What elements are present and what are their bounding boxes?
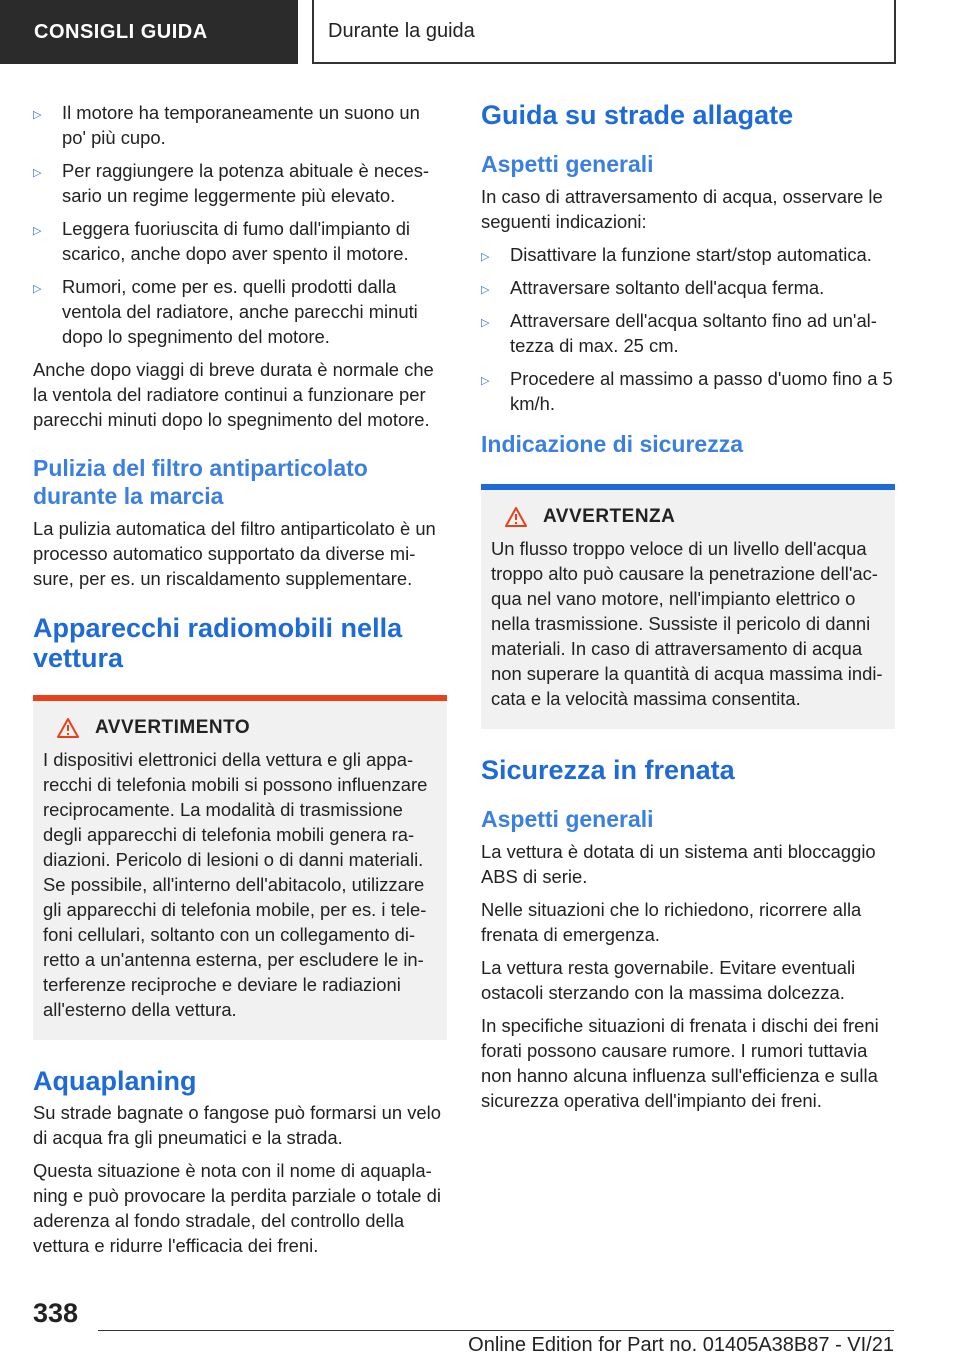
list-item: ▷ Disattivare la funzione start/stop automatica. [481, 242, 895, 267]
list-item: ▷ Per raggiungere la potenza abituale è necessario un regime leggermente più elevato. [33, 160, 430, 206]
triangle-bullet-icon: ▷ [481, 317, 490, 329]
header-chapter-tab [312, 0, 896, 64]
flood-list [481, 242, 895, 416]
footer-divider [98, 1330, 894, 1331]
flood-intro: In caso di attraversamento di acqua, osservare le seguenti indicazioni: [481, 186, 883, 232]
brake-general-heading: Aspetti generali [481, 806, 654, 832]
flood-heading: Guida su strade allagate [481, 100, 794, 130]
header-section-tab [0, 0, 298, 64]
warning-text: Un flusso troppo veloce di un livello dell'acqua troppo alto può causare la penetrazione dell'acqua nel vano motore, nell'impianto elettrico o nella trasmissione. Sussiste il pericolo di danni materiali. In caso di attraversamento di acqua non superare la quantità di acqua massima indicata e la velocità massima consentita. [491, 538, 883, 709]
brake-heading: Sicurezza in frenata [481, 755, 735, 785]
warning-box-flood [481, 484, 895, 729]
warning-triangle-icon [57, 718, 79, 738]
header-chapter-label: Durante la guida [328, 19, 475, 42]
list-item: ▷ Procedere al massimo a passo d'uomo fino a 5 km/h. [481, 368, 893, 414]
right-column [481, 100, 895, 1121]
warning-text: I dispositivi elettronici della vettura e gli apparecchi di telefonia mobili si possono influenzare reciprocamente. La modalità di trasmissione degli apparecchi di telefonia mobili genera radiazioni. Pericolo di lesioni o di danni materiali. Se possibile, all'interno dell'abitacolo, utilizzare gli apparecchi di telefonia mobile, per es. i telefoni cellulari, soltanto con un collegamento diretto a un'antenna esterna, per escludere le interferenze reciproche e deviare le radiazioni all'esterno della vettura. [43, 749, 428, 1020]
flood-general-heading: Aspetti generali [481, 151, 654, 177]
triangle-bullet-icon: ▷ [481, 375, 490, 387]
triangle-bullet-icon: ▷ [33, 109, 42, 121]
triangle-bullet-icon: ▷ [33, 225, 42, 237]
aquaplaning-paragraph-1: Su strade bagnate o fangose può formarsi un velo di acqua fra gli pneumatici e la strada. [33, 1102, 441, 1148]
warning-title: AVVERTIMENTO [95, 717, 251, 738]
brake-paragraph-4: In specifiche situazioni di frenata i dischi dei freni forati possono causare rumore. I rumori tuttavia non hanno alcuna influenza sull'efficienza e sulla sicurezza operativa dell'impianto dei freni. [481, 1015, 879, 1111]
aquaplaning-heading: Aquaplaning [33, 1066, 197, 1096]
warning-triangle-icon [505, 507, 527, 527]
page-number: 338 [33, 1298, 79, 1328]
list-item: ▷ Rumori, come per es. quelli prodotti dalla ventola del radiatore, anche parecchi minuti dopo lo spegnimento del motore. [33, 276, 418, 347]
list-item: ▷ Leggera fuoriuscita di fumo dall'impianto di scarico, anche dopo aver spento il motore. [33, 218, 411, 264]
list-item: ▷ Attraversare soltanto dell'acqua ferma. [481, 275, 895, 300]
warning-box-radio [33, 695, 447, 1040]
header-section-label: CONSIGLI GUIDA [34, 20, 208, 43]
footer-edition: Online Edition for Part no. 01405A38B87 - VI/21 [468, 1334, 894, 1356]
radio-heading: Apparecchi radiomobili nella vettura [33, 613, 403, 673]
aquaplaning-paragraph-2: Questa situazione è nota con il nome di aquaplaning e può provocare la perdita parziale o totale di aderenza al fondo stradale, del controllo della vettura e ridurre l'efficacia dei freni. [33, 1160, 441, 1256]
triangle-bullet-icon: ▷ [481, 251, 490, 263]
triangle-bullet-icon: ▷ [33, 283, 42, 295]
filter-heading: Pulizia del filtro antiparticolato durante la marcia [33, 455, 368, 509]
radiator-paragraph: Anche dopo viaggi di breve durata è normale che la ventola del radiatore continui a funzionare per parecchi minuti dopo lo spegnimento del motore. [33, 359, 434, 430]
list-item: ▷ Attraversare dell'acqua soltanto fino ad un'altezza di max. 25 cm. [481, 310, 877, 356]
warning-title: AVVERTENZA [543, 506, 676, 527]
brake-paragraph-3: La vettura resta governabile. Evitare eventuali ostacoli sterzando con la massima dolcezza. [481, 957, 856, 1003]
list-item: ▷ Il motore ha temporaneamente un suono un po' più cupo. [33, 102, 420, 148]
left-column [33, 100, 447, 1266]
effects-list [33, 100, 447, 349]
filter-paragraph: La pulizia automatica del filtro antiparticolato è un processo automatico supportato da diverse misure, per es. un riscaldamento supplementare. [33, 518, 436, 589]
brake-paragraph-2: Nelle situazioni che lo richiedono, ricorrere alla frenata di emergenza. [481, 899, 862, 945]
triangle-bullet-icon: ▷ [33, 167, 42, 179]
safety-heading: Indicazione di sicurezza [481, 431, 744, 457]
brake-paragraph-1: La vettura è dotata di un sistema anti bloccaggio ABS di serie. [481, 841, 876, 887]
triangle-bullet-icon: ▷ [481, 284, 490, 296]
